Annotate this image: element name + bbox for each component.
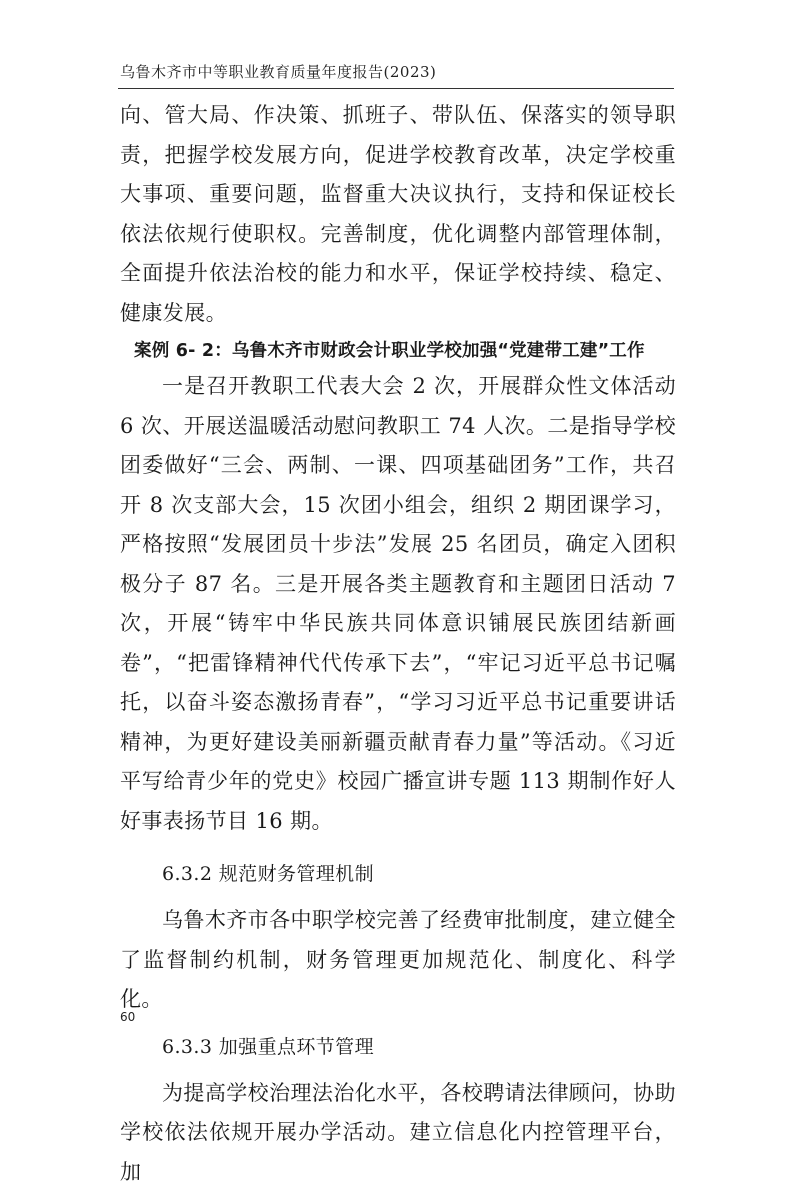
- section-heading-6-3-2: 6.3.2 规范财务管理机制: [120, 847, 676, 901]
- section-body-6-3-2: 乌鲁木齐市各中职学校完善了经费审批制度，建立健全了监督制约机制，财务管理更加规范化、制度化、科学化。: [120, 901, 676, 1020]
- section-body-6-3-3: 为提高学校治理法治化水平，各校聘请法律顾问，协助学校依法依规开展办学活动。建立信息化内控管理平台，加: [120, 1074, 676, 1192]
- paragraph-party-leadership: 向、管大局、作决策、抓班子、带队伍、保落实的领导职责，把握学校发展方向，促进学校教育改革，决定学校重大事项、重要问题，监督重大决议执行，支持和保证校长依法依规行使职权。完善制度，优化调整内部管理体制，全面提升依法治校的能力和水平，保证学校持续、稳定、健康发展。: [120, 96, 676, 333]
- section-heading-6-3-3: 6.3.3 加强重点环节管理: [120, 1020, 676, 1074]
- header-divider: [118, 88, 674, 89]
- case-title: 案例 6- 2：乌鲁木齐市财政会计职业学校加强“党建带工建”工作: [120, 335, 676, 367]
- page-number: 60: [120, 1010, 135, 1024]
- running-header: 乌鲁木齐市中等职业教育质量年度报告(2023): [120, 62, 672, 82]
- page-body: [120, 96, 676, 1192]
- case-body: 一是召开教职工代表大会 2 次，开展群众性文体活动 6 次、开展送温暖活动慰问教职工 74 人次。二是指导学校团委做好“三会、两制、一课、四项基础团务”工作，共召开 8 次支部大会，15 次团小组会，组织 2 期团课学习，严格按照“发展团员十步法”发展 25 名团员，确定入团积极分子 87 名。三是开展各类主题教育和主题团日活动 7 次，开展“铸牢中华民族共同体意识铺展民族团结新画卷”，“把雷锋精神代代传承下去”，“牢记习近平总书记嘱托，以奋斗姿态激扬青春”，“学习习近平总书记重要讲话精神，为更好建设美丽新疆贡献青春力量”等活动。《习近平写给青少年的党史》校园广播宣讲专题 113 期制作好人好事表扬节目 16 期。: [120, 367, 676, 841]
